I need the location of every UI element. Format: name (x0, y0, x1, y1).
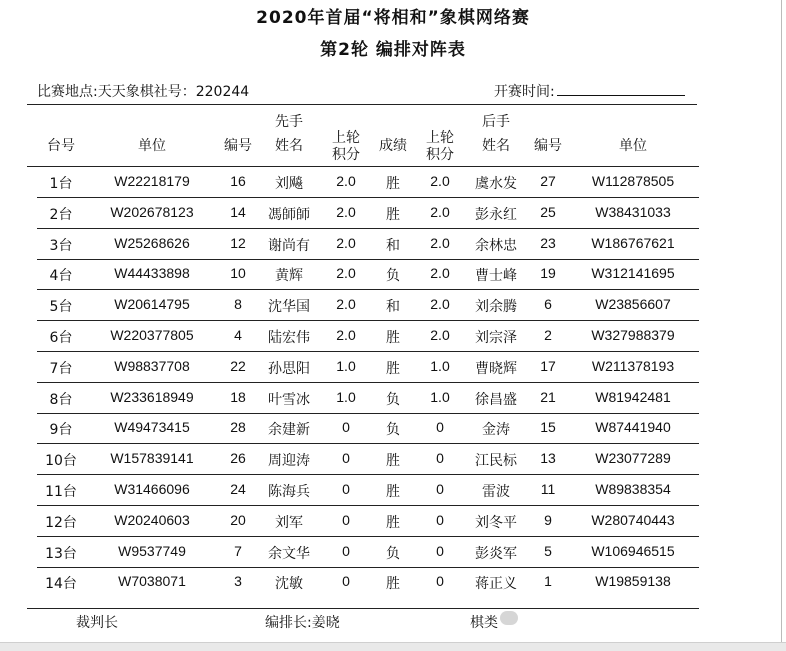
footer-arranger: 编排长:姜晓 (265, 615, 340, 631)
table-row (0, 229, 786, 259)
cell-result: 和 (386, 237, 400, 254)
table-row (0, 383, 786, 413)
cell-id-right: 21 (540, 388, 556, 405)
cell-second-player: 虞水发 (475, 176, 517, 192)
header-id-left: 编号 (224, 138, 252, 154)
table-row (0, 198, 786, 228)
cell-score-right: 0 (436, 450, 444, 467)
cell-unit-left: W9537749 (118, 542, 186, 559)
cell-id-left: 4 (234, 327, 242, 343)
header-result: 成绩 (379, 138, 407, 154)
page-subtitle: 第2轮 编排对阵表 (320, 40, 466, 60)
cell-score-right: 2.0 (430, 234, 450, 251)
cell-score-right: 2.0 (430, 203, 450, 220)
cell-first-player: 谢尚有 (268, 237, 310, 254)
header-id-right: 编号 (534, 138, 562, 154)
cell-table-no: 8台 (49, 391, 73, 408)
header-score-left-top: 上轮 (332, 130, 360, 146)
cell-score-left: 1.0 (336, 357, 356, 374)
cell-second-player: 曹士峰 (475, 268, 517, 285)
table-row (0, 567, 786, 597)
cell-score-left: 2.0 (336, 173, 356, 189)
cell-first-player: 周迎涛 (268, 453, 310, 470)
cell-id-left: 18 (230, 388, 246, 405)
cell-table-no: 10台 (45, 453, 77, 470)
cell-score-left: 2.0 (336, 296, 356, 313)
cell-score-right: 2.0 (430, 327, 450, 343)
cell-result: 胜 (386, 206, 400, 223)
cell-result: 胜 (386, 176, 400, 192)
cell-unit-left: W20614795 (114, 296, 190, 313)
table-row (0, 444, 786, 474)
footer-referee: 裁判长 (76, 615, 118, 631)
cell-table-no: 13台 (45, 545, 77, 562)
page-title: 2020年首届“将相和”象棋网络赛 (256, 8, 530, 28)
header-unit-left: 单位 (138, 138, 166, 154)
header-first-player-top: 先手 (275, 114, 303, 130)
cell-result: 胜 (386, 484, 400, 500)
cell-score-right: 1.0 (430, 388, 450, 405)
cell-second-player: 余林忠 (475, 237, 517, 254)
cell-unit-left: W44433898 (114, 265, 190, 282)
cell-table-no: 12台 (45, 514, 77, 531)
cell-unit-right: W106946515 (591, 542, 675, 559)
cell-score-left: 0 (342, 419, 350, 436)
cell-id-left: 28 (230, 419, 246, 436)
header-score-right-top: 上轮 (426, 130, 454, 146)
cell-first-player: 余文华 (268, 545, 310, 562)
table-row (0, 475, 786, 505)
cell-id-left: 14 (230, 203, 246, 220)
footer-chess-label: 棋类 (470, 615, 498, 631)
cell-id-left: 10 (230, 265, 246, 282)
cell-second-player: 刘冬平 (475, 514, 517, 531)
cell-unit-left: W49473415 (114, 419, 190, 436)
cell-id-right: 17 (540, 357, 556, 374)
cell-first-player: 刘飚 (275, 176, 303, 192)
cell-unit-left: W98837708 (114, 357, 190, 374)
cell-id-right: 25 (540, 203, 556, 220)
cell-unit-right: W211378193 (591, 357, 675, 374)
cell-score-right: 0 (436, 542, 444, 559)
cell-unit-right: W19859138 (595, 573, 671, 590)
cell-id-right: 27 (540, 173, 556, 189)
cell-second-player: 金涛 (482, 422, 510, 439)
cell-id-left: 26 (230, 450, 246, 467)
header-second-player-top: 后手 (482, 114, 510, 130)
cell-table-no: 1台 (49, 176, 73, 192)
cell-id-right: 1 (544, 573, 552, 590)
cell-first-player: 刘军 (275, 514, 303, 531)
cell-id-left: 12 (230, 234, 246, 251)
divider-top (27, 104, 697, 105)
cell-result: 负 (386, 391, 400, 408)
cell-unit-right: W81942481 (595, 388, 671, 405)
cell-first-player: 沈敏 (275, 576, 303, 593)
cell-unit-left: W25268626 (114, 234, 190, 251)
header-unit-right: 单位 (619, 138, 647, 154)
cell-unit-right: W38431033 (595, 203, 671, 220)
cell-score-left: 0 (342, 542, 350, 559)
cell-table-no: 3台 (49, 237, 73, 254)
cell-second-player: 刘余腾 (475, 299, 517, 316)
cell-id-left: 16 (230, 173, 246, 189)
cell-id-right: 9 (544, 511, 552, 528)
cell-unit-right: W280740443 (591, 511, 675, 528)
header-score-right-bottom: 积分 (426, 147, 454, 163)
cell-first-player: 黄辉 (275, 268, 303, 285)
table-row (0, 290, 786, 320)
cell-unit-right: W89838354 (595, 481, 671, 497)
watermark-icon (500, 611, 518, 625)
divider-bottom (27, 608, 699, 609)
cell-table-no: 5台 (49, 299, 73, 316)
start-time-label: 开赛时间: (494, 84, 555, 100)
cell-second-player: 曹晓辉 (475, 360, 517, 377)
cell-id-left: 8 (234, 296, 242, 313)
cell-result: 负 (386, 545, 400, 562)
start-time (494, 81, 685, 101)
cell-unit-left: W7038071 (118, 573, 186, 590)
cell-unit-left: W20240603 (114, 511, 190, 528)
header-second-player-name: 姓名 (482, 138, 510, 154)
cell-table-no: 11台 (45, 484, 77, 500)
cell-result: 负 (386, 422, 400, 439)
cell-unit-left: W31466096 (114, 481, 190, 497)
cell-unit-right: W112878505 (591, 173, 675, 189)
cell-second-player: 江民标 (475, 453, 517, 470)
cell-id-right: 6 (544, 296, 552, 313)
cell-first-player: 陆宏伟 (268, 330, 310, 346)
cell-id-left: 20 (230, 511, 246, 528)
cell-unit-right: W312141695 (591, 265, 675, 282)
cell-unit-right: W87441940 (595, 419, 671, 436)
cell-unit-left: W220377805 (110, 327, 194, 343)
cell-score-left: 0 (342, 481, 350, 497)
cell-table-no: 7台 (49, 360, 73, 377)
cell-score-left: 2.0 (336, 327, 356, 343)
cell-second-player: 彭永红 (475, 206, 517, 223)
cell-table-no: 2台 (49, 206, 73, 223)
cell-score-left: 2.0 (336, 203, 356, 220)
cell-result: 负 (386, 268, 400, 285)
header-score-left-bottom: 积分 (332, 147, 360, 163)
cell-result: 胜 (386, 576, 400, 593)
start-time-blank (557, 82, 685, 96)
cell-score-right: 1.0 (430, 357, 450, 374)
cell-unit-left: W202678123 (110, 203, 194, 220)
cell-id-right: 5 (544, 542, 552, 559)
cell-id-left: 3 (234, 573, 242, 590)
cell-id-right: 19 (540, 265, 556, 282)
cell-first-player: 余建新 (268, 422, 310, 439)
cell-score-right: 0 (436, 511, 444, 528)
cell-score-left: 2.0 (336, 265, 356, 282)
cell-result: 胜 (386, 360, 400, 377)
cell-first-player: 孙思阳 (268, 360, 310, 377)
cell-table-no: 4台 (49, 268, 73, 285)
cell-id-right: 23 (540, 234, 556, 251)
cell-score-left: 0 (342, 573, 350, 590)
cell-first-player: 沈华国 (268, 299, 310, 316)
table-row (0, 537, 786, 567)
cell-score-right: 0 (436, 573, 444, 590)
cell-score-right: 2.0 (430, 265, 450, 282)
cell-result: 胜 (386, 453, 400, 470)
cell-score-right: 0 (436, 419, 444, 436)
cell-id-right: 13 (540, 450, 556, 467)
cell-id-left: 22 (230, 357, 246, 374)
cell-score-left: 2.0 (336, 234, 356, 251)
cell-score-right: 0 (436, 481, 444, 497)
table-row (0, 321, 786, 351)
cell-result: 胜 (386, 330, 400, 346)
cell-first-player: 陈海兵 (268, 484, 310, 500)
cell-table-no: 6台 (49, 330, 73, 346)
cell-score-left: 0 (342, 511, 350, 528)
cell-id-right: 11 (540, 481, 556, 497)
header-first-player-name: 姓名 (275, 138, 303, 154)
cell-second-player: 徐昌盛 (475, 391, 517, 408)
watermark (500, 610, 522, 626)
cell-id-right: 15 (540, 419, 556, 436)
cell-first-player: 馮師師 (268, 206, 310, 223)
cell-score-right: 2.0 (430, 296, 450, 313)
cell-unit-left: W22218179 (114, 173, 190, 189)
cell-table-no: 9台 (49, 422, 73, 439)
cell-result: 胜 (386, 514, 400, 531)
cell-score-left: 0 (342, 450, 350, 467)
cell-first-player: 叶雪冰 (268, 391, 310, 408)
cell-unit-right: W23856607 (595, 296, 671, 313)
cell-unit-left: W157839141 (110, 450, 194, 467)
cell-unit-right: W327988379 (591, 327, 675, 343)
table-row (0, 352, 786, 382)
cell-score-right: 2.0 (430, 173, 450, 189)
cell-second-player: 雷波 (482, 484, 510, 500)
header-table-no: 台号 (47, 138, 75, 154)
cell-unit-left: W233618949 (110, 388, 194, 405)
cell-second-player: 彭炎军 (475, 545, 517, 562)
cell-id-right: 2 (544, 327, 552, 343)
venue-info: 比赛地点:天天象棋社号：220244 (37, 84, 250, 100)
cell-table-no: 14台 (45, 576, 77, 593)
table-row (0, 413, 786, 443)
table-row (0, 259, 786, 289)
cell-id-left: 24 (230, 481, 246, 497)
cell-id-left: 7 (234, 542, 242, 559)
cell-score-left: 1.0 (336, 388, 356, 405)
cell-second-player: 刘宗泽 (475, 330, 517, 346)
cell-second-player: 蒋正义 (475, 576, 517, 593)
cell-unit-right: W23077289 (595, 450, 671, 467)
table-row (0, 167, 786, 197)
cell-result: 和 (386, 299, 400, 316)
page-edge-line (781, 0, 782, 650)
cell-unit-right: W186767621 (591, 234, 675, 251)
table-row (0, 506, 786, 536)
